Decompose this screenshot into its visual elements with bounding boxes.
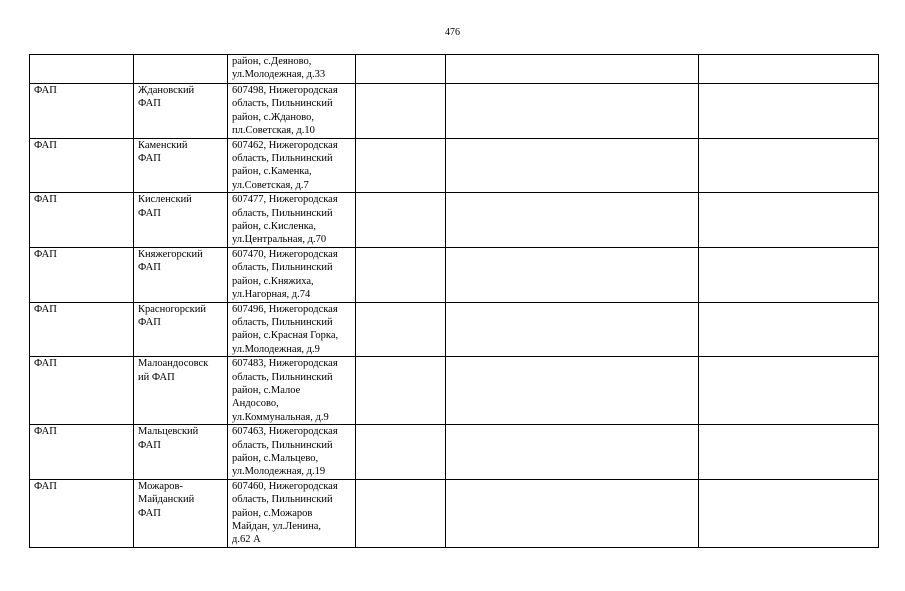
name-line: Красногорский xyxy=(138,303,206,315)
address-line: ул.Молодежная, д.33 xyxy=(232,69,326,81)
name-line: ФАП xyxy=(138,316,161,328)
address-line: район, с.Мальцево, xyxy=(232,452,319,464)
address-cell xyxy=(228,55,356,84)
address-line: район, с.Княжиха, xyxy=(232,275,314,287)
empty-cell xyxy=(356,302,446,357)
type-cell: ФАП xyxy=(30,302,134,357)
address-line: 607483, Нижегородская xyxy=(232,358,338,370)
name-cell xyxy=(134,84,228,139)
name-line: ФАП xyxy=(138,262,161,274)
empty-cell xyxy=(699,425,879,480)
name-line: Кисленский xyxy=(138,194,192,206)
address-line: район, с.Красная Горка, xyxy=(232,330,339,342)
empty-cell xyxy=(699,55,879,84)
table-row xyxy=(30,302,879,357)
name-line: Ждановский xyxy=(138,85,195,96)
address-line: 607477, Нижегородская xyxy=(232,194,338,206)
name-line: ФАП xyxy=(138,98,161,110)
table-row xyxy=(30,84,879,139)
address-line: пл.Советская, д.10 xyxy=(232,125,315,137)
address-cell xyxy=(228,357,356,425)
empty-cell xyxy=(356,425,446,480)
name-line: ФАП xyxy=(138,439,161,451)
name-line: ий ФАП xyxy=(138,371,175,383)
address-line: область, Пильнинский xyxy=(232,98,333,110)
empty-cell xyxy=(446,425,699,480)
table-row xyxy=(30,193,879,248)
name-cell xyxy=(134,425,228,480)
empty-cell xyxy=(356,55,446,84)
type-cell: ФАП xyxy=(30,193,134,248)
empty-cell xyxy=(356,247,446,302)
address-line: Андосово, xyxy=(232,398,279,410)
type-cell: ФАП xyxy=(30,425,134,480)
address-line: район, с.Жданово, xyxy=(232,111,314,123)
address-line: д.62 А xyxy=(232,534,261,546)
empty-cell xyxy=(446,479,699,547)
empty-cell xyxy=(699,357,879,425)
address-line: ул.Коммунальная, д.9 xyxy=(232,411,329,423)
address-cell xyxy=(228,425,356,480)
type-cell: ФАП xyxy=(30,84,134,139)
page-number: 476 xyxy=(445,27,460,38)
address-line: ул.Молодежная, д.9 xyxy=(232,343,320,355)
empty-cell xyxy=(446,55,699,84)
name-cell xyxy=(134,247,228,302)
address-line: область, Пильнинский xyxy=(232,371,333,383)
name-line: ФАП xyxy=(138,207,161,219)
empty-cell xyxy=(356,138,446,193)
name-line: Можаров- xyxy=(138,480,183,492)
address-line: область, Пильнинский xyxy=(232,207,333,219)
name-line: Майданский xyxy=(138,494,195,506)
address-line: район, с.Деяново, xyxy=(232,56,312,67)
empty-cell xyxy=(446,193,699,248)
empty-cell xyxy=(699,84,879,139)
address-line: область, Пильнинский xyxy=(232,262,333,274)
address-cell xyxy=(228,138,356,193)
empty-cell xyxy=(446,357,699,425)
empty-cell xyxy=(699,138,879,193)
table-row xyxy=(30,247,879,302)
name-line: Малоандосовск xyxy=(138,358,209,370)
name-line: ФАП xyxy=(138,153,161,165)
empty-cell xyxy=(356,84,446,139)
empty-cell xyxy=(356,357,446,425)
empty-cell xyxy=(356,479,446,547)
address-line: область, Пильнинский xyxy=(232,494,333,506)
address-cell xyxy=(228,302,356,357)
table-row-continued xyxy=(30,55,879,84)
address-line: область, Пильнинский xyxy=(232,439,333,451)
address-line: ул.Центральная, д.70 xyxy=(232,234,327,246)
name-line: Каменский xyxy=(138,139,188,151)
type-cell: ФАП xyxy=(30,247,134,302)
address-cell xyxy=(228,479,356,547)
address-line: 607460, Нижегородская xyxy=(232,480,338,492)
table-row xyxy=(30,138,879,193)
empty-cell xyxy=(446,138,699,193)
address-cell xyxy=(228,84,356,139)
address-line: ул.Советская, д.7 xyxy=(232,179,309,191)
facilities-table-body xyxy=(30,55,879,548)
empty-cell xyxy=(356,193,446,248)
address-line: 607470, Нижегородская xyxy=(232,248,338,260)
address-cell xyxy=(228,247,356,302)
address-line: ул.Нагорная, д.74 xyxy=(232,289,311,301)
name-cell xyxy=(134,479,228,547)
address-cell xyxy=(228,193,356,248)
empty-cell xyxy=(446,302,699,357)
type-cell: ФАП xyxy=(30,357,134,425)
empty-cell xyxy=(699,193,879,248)
empty-cell xyxy=(699,247,879,302)
type-cell: ФАП xyxy=(30,479,134,547)
empty-cell xyxy=(699,302,879,357)
address-line: Майдан, ул.Ленина, xyxy=(232,521,321,532)
name-cell xyxy=(134,138,228,193)
name-cell xyxy=(134,357,228,425)
name-line: Мальцевский xyxy=(138,426,199,438)
type-cell xyxy=(30,55,134,84)
name-line: Княжегорский xyxy=(138,248,203,260)
name-cell xyxy=(134,55,228,84)
empty-cell xyxy=(446,247,699,302)
address-line: ул.Молодежная, д.19 xyxy=(232,466,326,478)
facilities-table xyxy=(29,54,879,548)
address-line: район, с.Каменка, xyxy=(232,166,312,178)
type-cell: ФАП xyxy=(30,138,134,193)
address-line: 607462, Нижегородская xyxy=(232,139,338,151)
table-row xyxy=(30,479,879,547)
address-line: район, с.Можаров xyxy=(232,507,313,519)
name-cell xyxy=(134,193,228,248)
name-cell xyxy=(134,302,228,357)
empty-cell xyxy=(699,479,879,547)
empty-cell xyxy=(446,84,699,139)
address-line: 607498, Нижегородская xyxy=(232,85,338,96)
address-line: область, Пильнинский xyxy=(232,316,333,328)
address-line: 607496, Нижегородская xyxy=(232,303,338,315)
address-line: область, Пильнинский xyxy=(232,153,333,165)
address-line: район, с.Малое xyxy=(232,384,301,396)
table-row xyxy=(30,357,879,425)
table-row xyxy=(30,425,879,480)
address-line: 607463, Нижегородская xyxy=(232,426,338,438)
address-line: район, с.Кисленка, xyxy=(232,221,316,233)
name-line: ФАП xyxy=(138,507,161,519)
